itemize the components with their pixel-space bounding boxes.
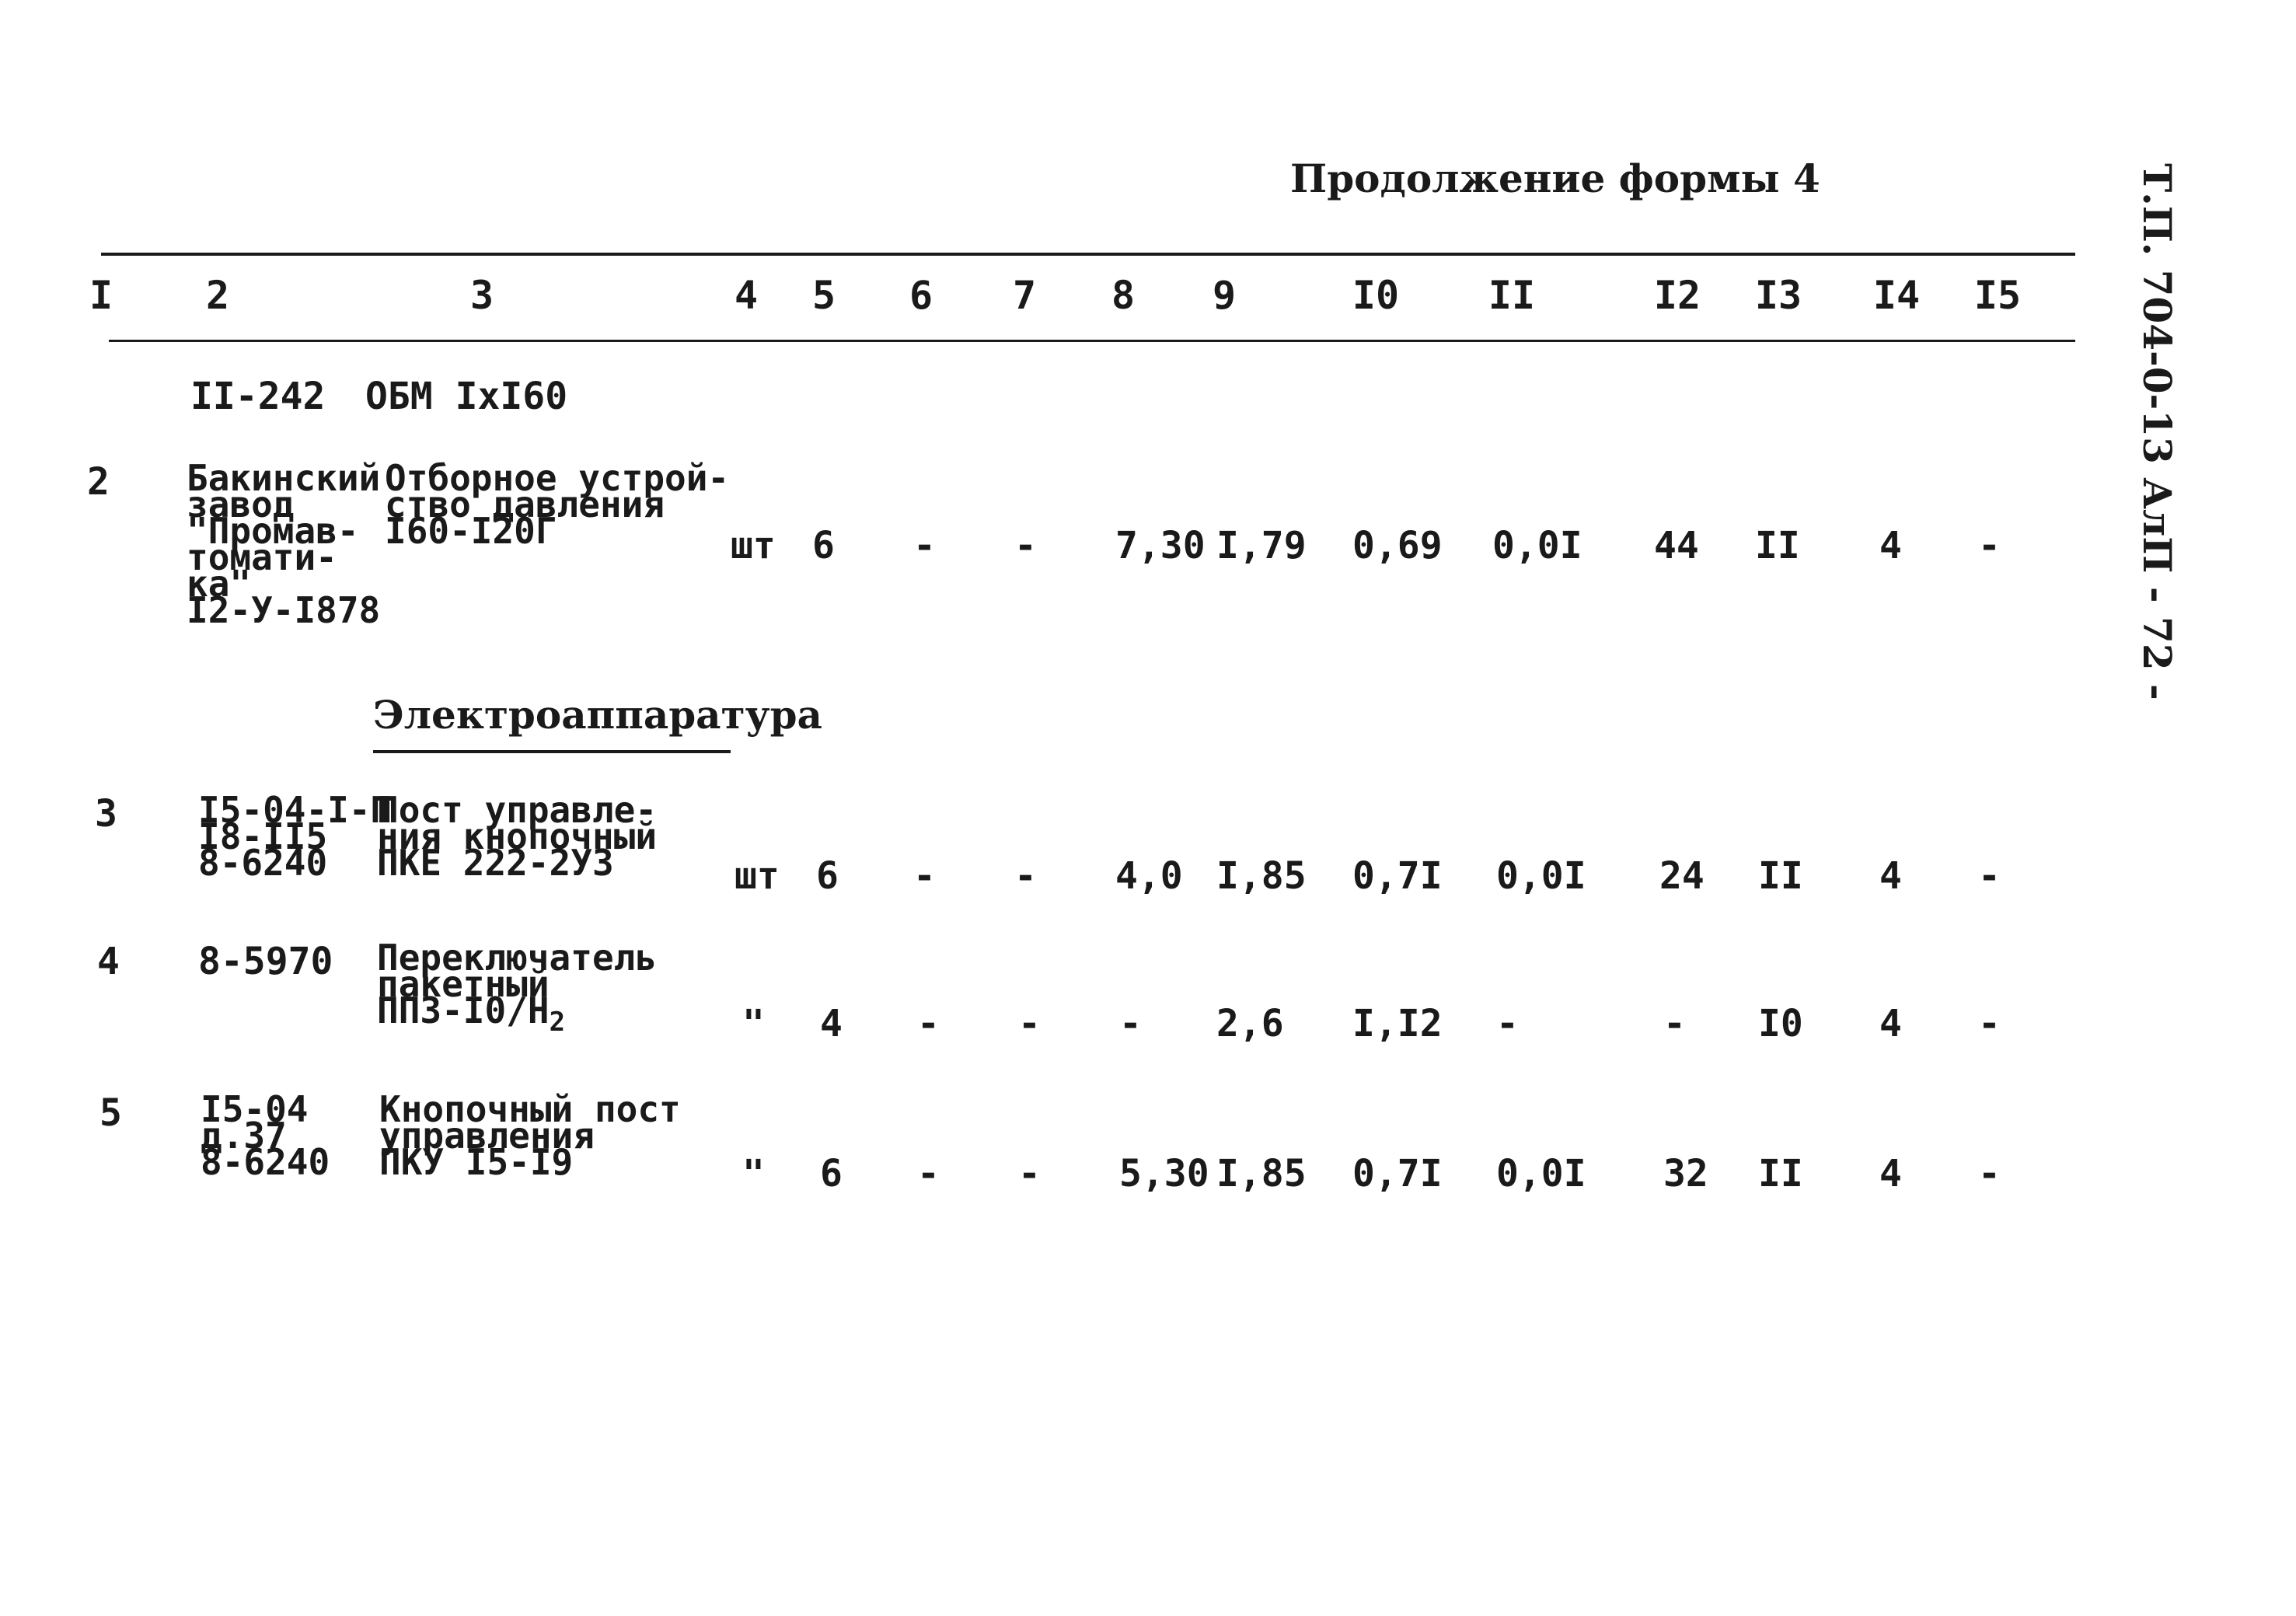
row-cell-col14: 4: [1879, 524, 1902, 567]
row-cell-unit: ": [742, 1002, 765, 1045]
row-cell-qty: 6: [820, 1152, 843, 1195]
row-cell-manufacturer: Бакинский завод "Промав- томати- ка" I2-У-I878: [187, 457, 381, 631]
row-cell-qty: 4: [820, 1002, 843, 1045]
row-cell-number: 3: [95, 792, 117, 836]
row-cell-col10: I,I2: [1352, 1002, 1443, 1045]
row-cell-col7: -: [1014, 854, 1037, 898]
header-top-rule: [101, 253, 2075, 256]
col-header-15: I5: [1973, 273, 2022, 318]
row-cell-col12: -: [1663, 1002, 1686, 1045]
col-header-14: I4: [1872, 273, 1921, 318]
row-cell-code: II-242: [190, 375, 326, 418]
col-header-1: I: [89, 273, 113, 318]
row-cell-col9: I,85: [1216, 1152, 1307, 1195]
header-bottom-rule: [109, 340, 2075, 342]
row-cell-col7: -: [1018, 1002, 1041, 1045]
col-header-11: II: [1488, 273, 1536, 318]
row-cell-qty: 6: [812, 524, 835, 567]
row-cell-col14: 4: [1879, 1152, 1902, 1195]
row-cell-col6: -: [913, 524, 936, 567]
row-cell-col11: -: [1496, 1002, 1519, 1045]
row-cell-number: 2: [87, 460, 110, 504]
row-cell-col13: II: [1758, 854, 1803, 898]
row-cell-col13: II: [1755, 524, 1800, 567]
row-cell-col10: 0,69: [1352, 524, 1443, 567]
page-title: Продолжение формы 4: [1290, 155, 1820, 201]
section-heading: Электроаппаратура: [373, 692, 822, 738]
row-cell-name: Кнопочный пост управления ПКУ I5-I9: [379, 1088, 681, 1183]
row-cell-number: 4: [97, 940, 120, 983]
row-cell-col6: -: [917, 1152, 940, 1195]
row-cell-col15: -: [1978, 854, 2001, 898]
row-cell-col13: II: [1758, 1152, 1803, 1195]
col-header-12: I2: [1653, 273, 1701, 318]
row-cell-col11: 0,0I: [1492, 524, 1582, 567]
row-cell-name: [377, 937, 658, 1038]
row-cell-unit: шт: [735, 854, 780, 898]
col-header-5: 5: [811, 273, 836, 318]
row-cell-col15: -: [1978, 1002, 2001, 1045]
row-cell-col7: -: [1018, 1152, 1041, 1195]
row-cell-name: ОБМ IxI60: [365, 375, 568, 418]
row-cell-qty: 6: [816, 854, 839, 898]
row-cell-unit: шт: [731, 524, 776, 567]
row-cell-col14: 4: [1879, 1002, 1902, 1045]
col-header-10: I0: [1352, 273, 1400, 318]
row-cell-name-subscript: 2: [549, 1007, 566, 1038]
col-header-4: 4: [734, 273, 759, 318]
row-cell-code: I5-04-I-П I8-II5 8-6240: [198, 789, 393, 884]
row-cell-col13: I0: [1758, 1002, 1803, 1045]
row-cell-col6: -: [913, 854, 936, 898]
row-cell-unit: ": [742, 1152, 765, 1195]
col-header-6: 6: [909, 273, 933, 318]
row-cell-col10: 0,7I: [1352, 854, 1443, 898]
row-cell-col7: -: [1014, 524, 1037, 567]
row-cell-col8: 4,0: [1115, 854, 1183, 898]
col-header-2: 2: [205, 273, 230, 318]
col-header-13: I3: [1754, 273, 1802, 318]
row-cell-col6: -: [917, 1002, 940, 1045]
row-cell-col11: 0,0I: [1496, 1152, 1586, 1195]
row-cell-col15: -: [1978, 1152, 2001, 1195]
row-cell-col15: -: [1978, 524, 2001, 567]
section-heading-underline: [373, 750, 731, 753]
row-cell-col12: 32: [1663, 1152, 1708, 1195]
row-cell-name-text: Переключатель пакетный ППЗ-I0/Н: [377, 937, 658, 1031]
row-cell-col9: I,79: [1216, 524, 1307, 567]
col-header-8: 8: [1111, 273, 1136, 318]
row-cell-col9: I,85: [1216, 854, 1307, 898]
row-cell-col8: -: [1119, 1002, 1142, 1045]
row-cell-col8: 7,30: [1115, 524, 1206, 567]
row-cell-col12: 24: [1659, 854, 1705, 898]
row-cell-col14: 4: [1879, 854, 1902, 898]
row-cell-col12: 44: [1654, 524, 1699, 567]
col-header-7: 7: [1012, 273, 1037, 318]
row-cell-code: I5-04 д.37 8-6240: [201, 1088, 330, 1183]
row-cell-col11: 0,0I: [1496, 854, 1586, 898]
row-cell-name: Отборное устрой- ство давления I60-I20Г: [385, 457, 730, 552]
row-cell-col10: 0,7I: [1352, 1152, 1443, 1195]
side-stamp: Т.П. 704-0-13 АлП - 72 -: [2134, 163, 2180, 700]
col-header-3: 3: [469, 273, 494, 318]
col-header-9: 9: [1212, 273, 1237, 318]
row-cell-name: Пост управле- ния кнопочный ПКЕ 222-2УЗ: [377, 789, 658, 884]
row-cell-code: 8-5970: [198, 940, 333, 983]
row-cell-number: 5: [99, 1091, 122, 1135]
row-cell-col8: 5,30: [1119, 1152, 1209, 1195]
row-cell-col9: 2,6: [1216, 1002, 1284, 1045]
